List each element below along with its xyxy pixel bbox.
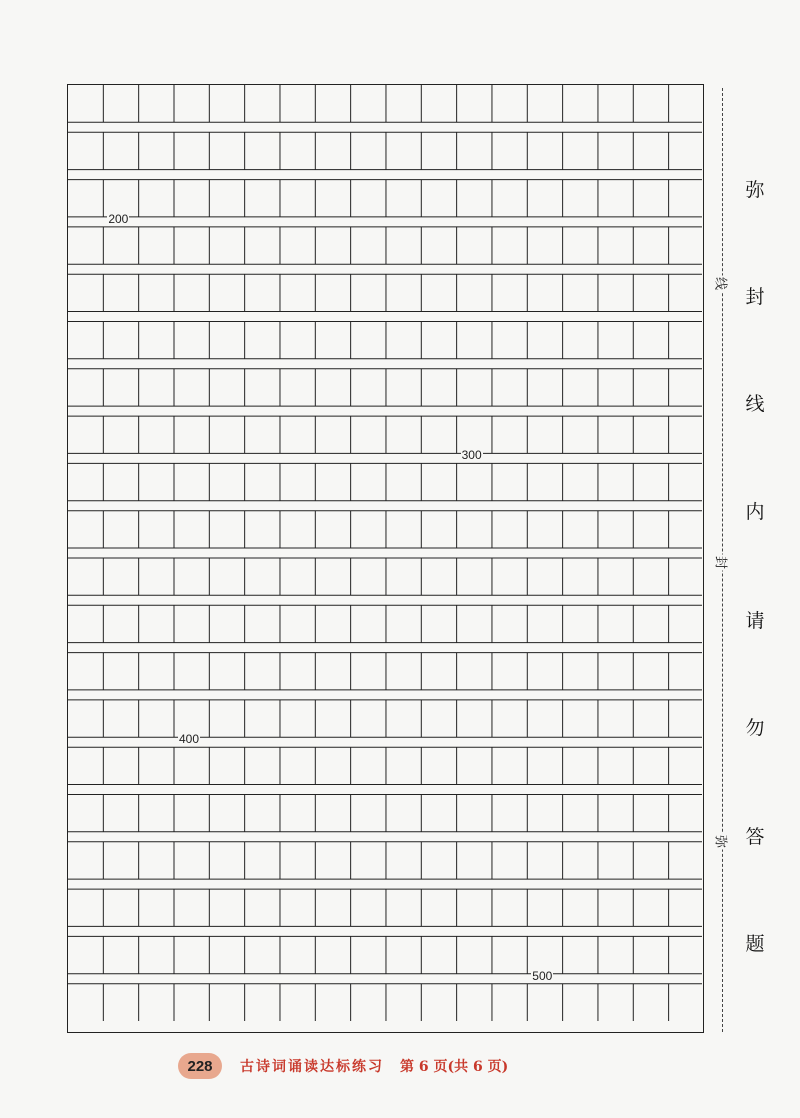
notice-char-2: 封 — [745, 286, 765, 308]
notice-char-3: 线 — [745, 393, 765, 415]
page-number-badge: 228 — [178, 1053, 222, 1079]
notice-char-5: 请 — [745, 610, 765, 632]
notice-char-6: 勿 — [745, 717, 765, 739]
binding-label-mi: 弥 — [713, 834, 732, 850]
milestone-400: 400 — [178, 732, 200, 747]
page-info: 第 6 页(共 6 页) — [400, 1059, 509, 1075]
milestone-200: 200 — [108, 211, 129, 226]
grid-lines — [68, 85, 702, 1031]
notice-char-8: 题 — [745, 933, 765, 955]
notice-char-4: 内 — [745, 501, 765, 523]
notice-char-1: 弥 — [745, 179, 765, 201]
page-footer — [178, 1052, 508, 1080]
milestone-300: 300 — [461, 448, 482, 463]
milestone-500: 500 — [532, 968, 553, 983]
binding-label-feng: 封 — [713, 555, 732, 571]
book-title: 古诗词诵读达标练习 — [240, 1059, 384, 1075]
notice-char-7: 答 — [745, 826, 765, 848]
writing-grid — [67, 84, 704, 1033]
binding-label-xian: 线 — [713, 276, 732, 292]
